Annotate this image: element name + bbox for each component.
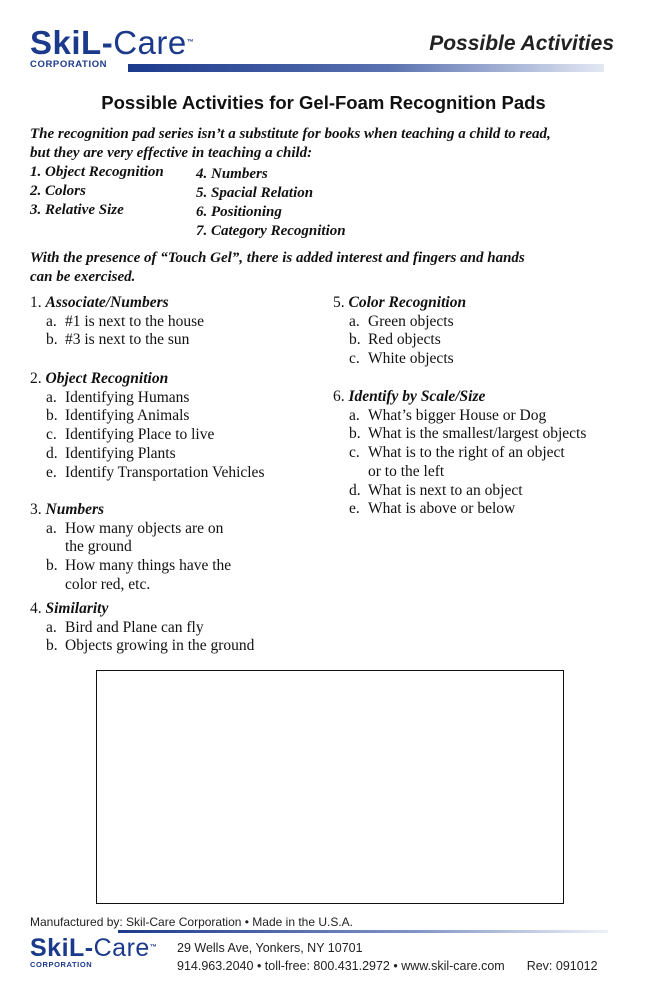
list-item: a. How many objects are on the ground [46, 519, 224, 556]
intro-text: The recognition pad series isn’t a substitute for books when teaching a child to read, but they are very effective in teaching a child: [30, 126, 551, 161]
image-frame [96, 670, 564, 904]
list-item: c. What is to the right of an object or to the left [349, 444, 565, 480]
activity-section [30, 600, 254, 656]
list-item: b. Identifying Animals [46, 407, 190, 425]
section-heading: 1. Associate/Numbers [30, 294, 169, 311]
section-heading: 2. Object Recognition [30, 370, 169, 387]
section-heading: 5. Color Recognition [333, 294, 467, 311]
list-item: c. Identifying Place to live [46, 426, 215, 444]
footer-logo: SkiL-Care™ CORPORATION [30, 934, 158, 969]
list-item: b. Objects growing in the ground [46, 637, 255, 655]
list-item: a. Green objects [349, 312, 454, 330]
skilcare-logo: SkiL-Care™ CORPORATION [30, 24, 195, 70]
list-item: b. Red objects [349, 331, 441, 349]
list-item: b. #3 is next to the sun [46, 331, 190, 349]
skills-list-left: 1. Object Recognition 2. Colors 3. Relative Size [30, 164, 164, 218]
list-item: b. How many things have the color red, etc. [46, 557, 232, 593]
revision: Rev: 091012 [526, 959, 598, 973]
manufactured-by: Manufactured by: Skil-Care Corporation • Made in the U.S.A. [30, 915, 354, 929]
section-heading: 3. Numbers [30, 501, 105, 518]
page-title: Possible Activities for Gel-Foam Recognition Pads [101, 92, 546, 113]
activity-section [333, 388, 586, 519]
list-item: e. What is above or below [349, 500, 516, 518]
list-item: a. What’s bigger House or Dog [349, 406, 547, 424]
activity-section [333, 294, 466, 369]
activity-section [30, 294, 204, 350]
footer-contact: 914.963.2040 • toll-free: 800.431.2972 • www.skil-care.com Rev: 091012 [177, 959, 598, 973]
list-item: a. Identifying Humans [46, 388, 190, 406]
header-bar [128, 64, 604, 72]
list-item: d. What is next to an object [349, 481, 523, 499]
skills-list-right: 4. Numbers 5. Spacial Relation 6. Positioning 7. Category Recognition [196, 166, 346, 239]
section-title: Possible Activities [429, 32, 614, 55]
list-item: a. #1 is next to the house [46, 312, 205, 330]
activity-section [30, 370, 264, 482]
list-item: d. Identifying Plants [46, 444, 176, 462]
list-item: b. What is the smallest/largest objects [349, 425, 587, 443]
activity-section [30, 501, 231, 595]
footer-address: 29 Wells Ave, Yonkers, NY 10701 [177, 941, 363, 955]
footer-bar [118, 930, 608, 933]
list-item: c. White objects [349, 350, 454, 368]
section-heading: 4. Similarity [30, 600, 109, 617]
list-item: e. Identify Transportation Vehicles [46, 463, 265, 481]
list-item: a. Bird and Plane can fly [46, 618, 204, 636]
section-heading: 6. Identify by Scale/Size [333, 388, 486, 405]
touch-gel-text: With the presence of “Touch Gel”, there is added interest and fingers and hands can be exercised. [30, 250, 525, 285]
